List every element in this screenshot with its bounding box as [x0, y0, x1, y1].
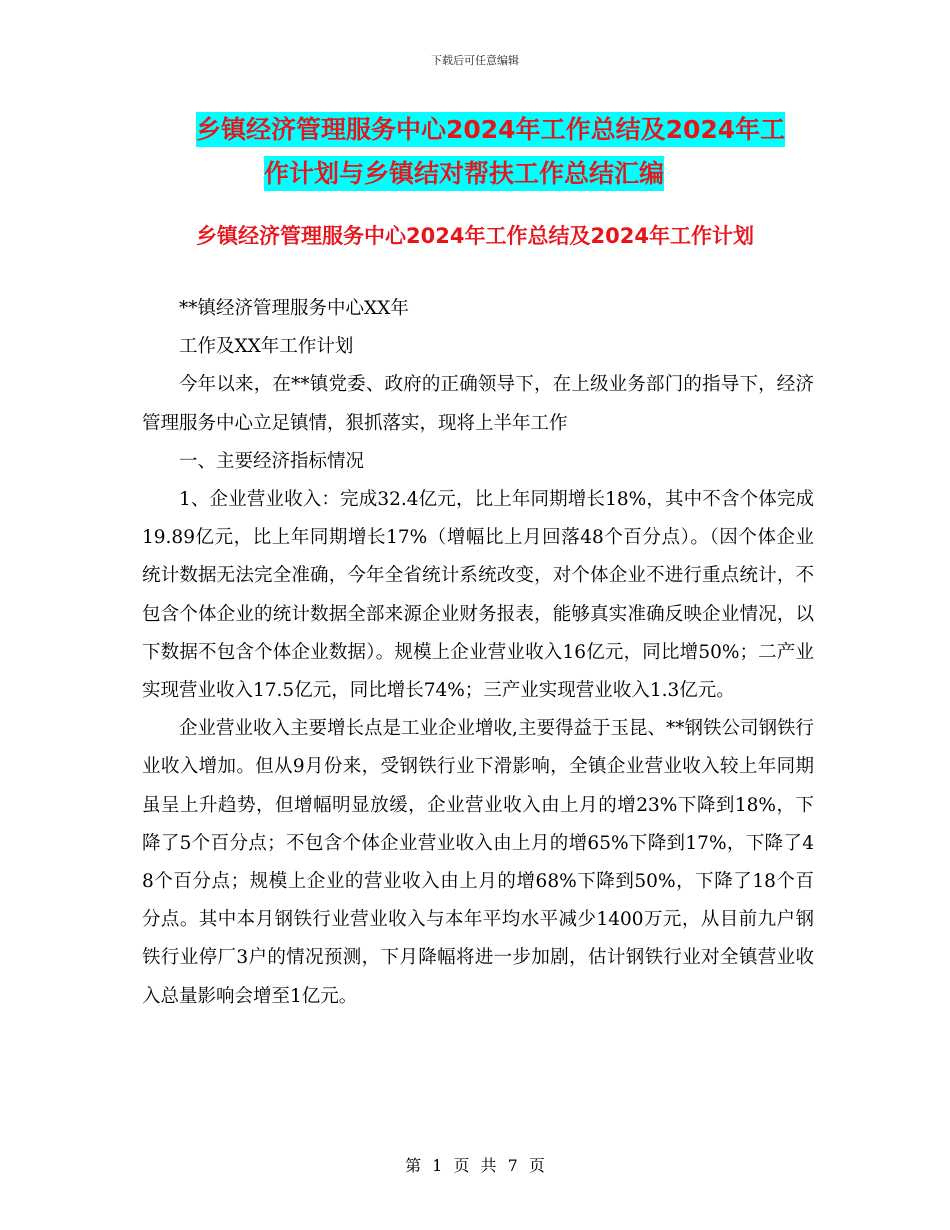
paragraph: 一、主要经济指标情况	[179, 450, 365, 472]
main-title-line-1: 乡镇经济管理服务中心2024年工作总结及2024年工	[196, 112, 785, 147]
paragraph: **镇经济管理服务中心XX年	[179, 298, 409, 319]
paragraph: 工作及XX年工作计划	[179, 336, 354, 358]
paragraph: 1、企业营业收入：完成32.4亿元，比上年同期增长18%，其中不含个体完成19.89亿元，比上年同期增长17%（增幅比上月回落48个百分点）。（因个体企业统计数据无法完全准确，今年全省统计系统改变，对个体企业不进行重点统计，不包含个体企业的统计数据全部来源企业财务报表，能够真实准确反映企业情况，以下数据不包含个体企业数据）。规模上企业营业收入16亿元，同比增50%；二产业实现营业收入17.5亿元，同比增长74%；三产业实现营业收入1.3亿元。	[142, 489, 814, 702]
header-note: 下载后可任意编辑	[431, 54, 519, 67]
section-title: 乡镇经济管理服务中心2024年工作总结及2024年工作计划	[196, 224, 754, 248]
main-title	[140, 108, 830, 196]
page-number-footer: 第 1 页 共 7 页	[405, 1156, 545, 1175]
main-title-line-2: 作计划与乡镇结对帮扶工作总结汇编	[264, 156, 664, 191]
paragraph: 企业营业收入主要增长点是工业企业增收,主要得益于玉昆、**钢铁公司钢铁行业收入增加。但从9月份来，受钢铁行业下滑影响，全镇企业营业收入较上年同期虽呈上升趋势，但增幅明显放缓，企业营业收入由上月的增23%下降到18%，下降了5个百分点；不包含个体企业营业收入由上月的增65%下降到17%，下降了48个百分点；规模上企业的营业收入由上月的增68%下降到50%，下降了18个百分点。其中本月钢铁行业营业收入与本年平均水平减少1400万元，从目前九户钢铁行业停厂3户的情况预测，下月降幅将进一步加剧，估计钢铁行业对全镇营业收入总量影响会增至1亿元。	[142, 718, 814, 1007]
document-body	[142, 290, 814, 1016]
paragraph: 今年以来，在**镇党委、政府的正确领导下，在上级业务部门的指导下，经济管理服务中心立足镇情，狠抓落实，现将上半年工作	[142, 374, 814, 434]
